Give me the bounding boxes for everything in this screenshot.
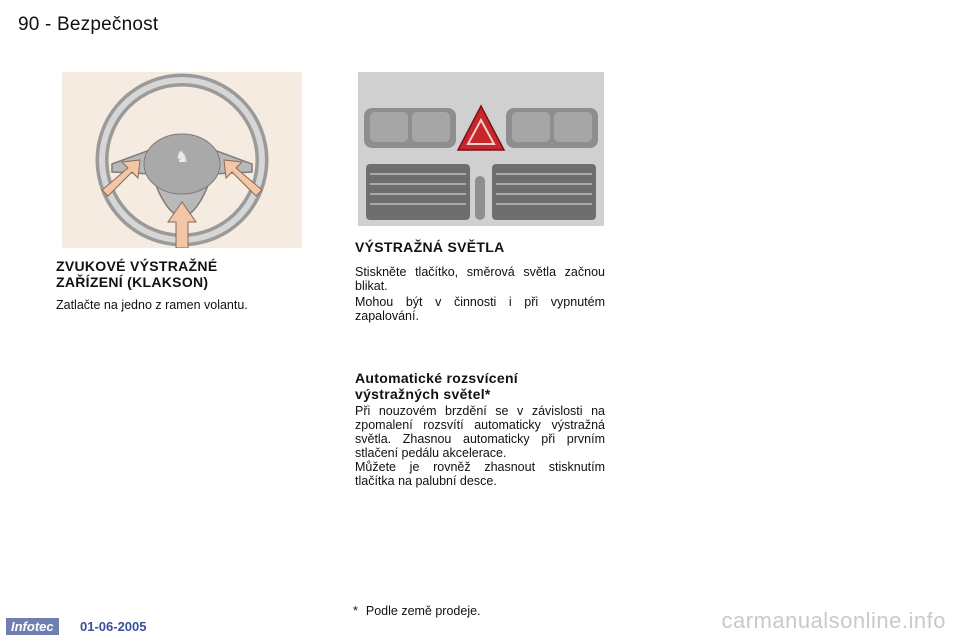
- footnote-text: Podle země prodeje.: [365, 604, 481, 618]
- auto-hazard-title: [355, 370, 605, 402]
- hazard-section-title: VÝSTRAŽNÁ SVĚTLA: [355, 239, 505, 255]
- auto-hazard-paragraph-1: Při nouzovém brzdění se v závislosti na zpomalení rozsvítí automaticky výstražná světla. Zhasnou automaticky při prvním stlačení pedálu akcelerace.: [355, 404, 605, 460]
- hazard-paragraph-1: Stiskněte tlačítko, směrová světla začnou blikat.: [355, 265, 605, 293]
- auto-hazard-paragraph-2: Můžete je rovněž zhasnout stisknutím tlačítka na palubní desce.: [355, 460, 605, 488]
- watermark: carmanualsonline.info: [721, 608, 946, 633]
- steering-wheel-illustration: [62, 72, 302, 248]
- page-header: 90 - Bezpečnost: [18, 14, 159, 35]
- hazard-paragraph-2: Mohou být v činnosti i při vypnutém zapalování.: [355, 295, 605, 323]
- horn-instruction: Zatlačte na jedno z ramen volantu.: [56, 298, 248, 312]
- footnote-star: *: [353, 604, 358, 618]
- infotec-logo: Infotec: [6, 618, 59, 635]
- footnote: [353, 604, 481, 618]
- horn-title-line2: ZAŘÍZENÍ (KLAKSON): [56, 274, 209, 290]
- publication-date: 01-06-2005: [80, 619, 147, 634]
- horn-title-line1: ZVUKOVÉ VÝSTRAŽNÉ: [56, 258, 218, 274]
- hazard-switch-illustration: [358, 72, 604, 226]
- auto-title-line2: výstražných světel*: [355, 386, 491, 402]
- horn-section-title: [56, 258, 306, 290]
- svg-text:♞: ♞: [174, 147, 190, 166]
- auto-title-line1: Automatické rozsvícení: [355, 370, 518, 386]
